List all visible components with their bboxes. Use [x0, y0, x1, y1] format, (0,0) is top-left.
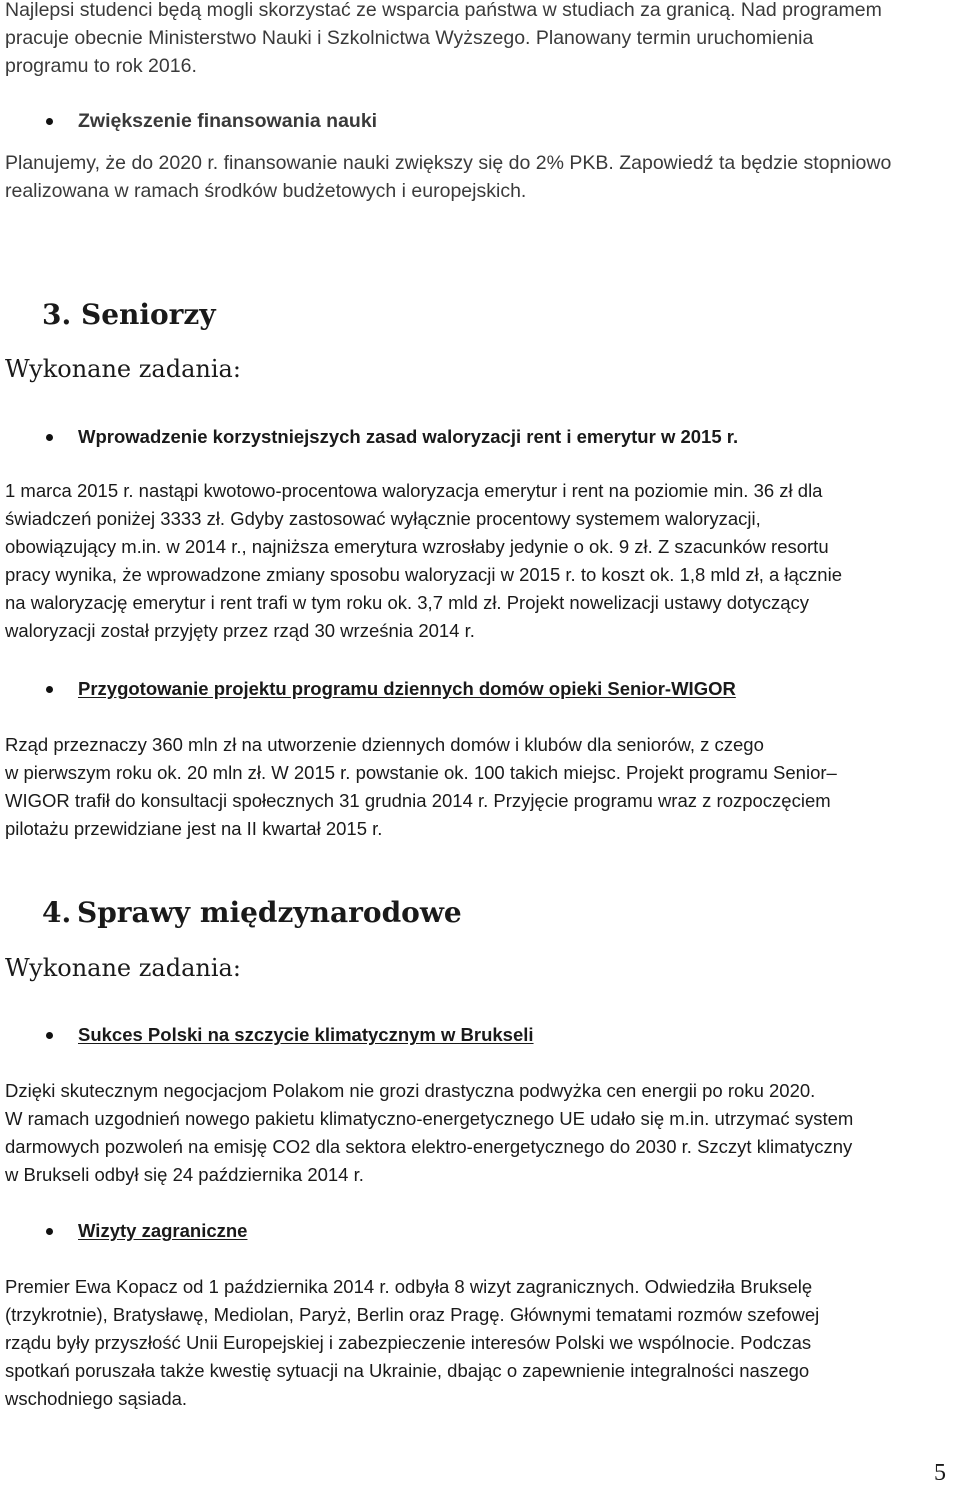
- science-bullet-title: Zwiększenie finansowania nauki: [78, 110, 378, 132]
- section-heading: 3. Seniorzy: [42, 298, 216, 331]
- text-line: pracuje obecnie Ministerstwo Nauki i Szkolnictwa Wyższego. Planowany termin uruchomienia: [5, 27, 814, 49]
- page-number: 5: [934, 1460, 946, 1486]
- text-line: realizowana w ramach środków budżetowych i europejskich.: [5, 180, 527, 202]
- text-line: w pierwszym roku ok. 20 mln zł. W 2015 r. powstanie ok. 100 takich miejsc. Projekt programu Senior–: [5, 762, 837, 783]
- text-line: w Brukseli odbył się 24 października 2014 r.: [5, 1164, 364, 1185]
- item-title: Wizyty zagraniczne: [78, 1220, 248, 1241]
- section-heading: Sprawy międzynarodowe: [77, 896, 462, 929]
- item-title: Wprowadzenie korzystniejszych zasad waloryzacji rent i emerytur w 2015 r.: [78, 426, 739, 447]
- text-line: pracy wynika, że wprowadzone zmiany sposobu waloryzacji w 2015 r. to koszt ok. 1,8 mld zł, a łącznie: [5, 564, 842, 585]
- text-line: rządu były przyszłość Unii Europejskiej i zabezpieczenie interesów Polski we wspólnocie. Podczas: [5, 1332, 812, 1353]
- text-line: 1 marca 2015 r. nastąpi kwotowo-procentowa waloryzacja emerytur i rent na poziomie min. 36 zł dla: [5, 480, 823, 501]
- text-line: WIGOR trafił do konsultacji społecznych 31 grudnia 2014 r. Przyjęcie programu wraz z rozpoczęciem: [5, 790, 831, 811]
- text-line: Planujemy, że do 2020 r. finansowanie nauki zwiększy się do 2% PKB. Zapowiedź ta będzie stopniowo: [5, 152, 892, 174]
- text-line: Najlepsi studenci będą mogli skorzystać ze wsparcia państwa w studiach za granicą. Nad programem: [5, 0, 882, 21]
- item-title: Sukces Polski na szczycie klimatycznym w Brukseli: [78, 1024, 534, 1045]
- text-line: programu to rok 2016.: [5, 55, 197, 77]
- bullet-icon: [46, 118, 53, 125]
- text-line: darmowych pozwoleń na emisję CO2 dla sektora elektro-energetycznego do 2030 r. Szczyt klimatyczny: [5, 1136, 853, 1157]
- text-line: W ramach uzgodnień nowego pakietu klimatyczno-energetycznego UE udało się m.in. utrzymać system: [5, 1108, 854, 1129]
- text-line: obowiązujący m.in. w 2014 r., najniższa emerytura wzrosłaby jedynie o ok. 9 zł. Z szacunków resortu: [5, 536, 829, 557]
- section-number: 4.: [42, 896, 72, 929]
- text-line: spotkań poruszała także kwestię sytuacji na Ukrainie, dbając o zapewnienie integralności naszego: [5, 1360, 810, 1381]
- bullet-icon: [46, 1228, 53, 1235]
- bullet-icon: [46, 1032, 53, 1039]
- text-line: pilotażu przewidziane jest na II kwartał 2015 r.: [5, 818, 383, 839]
- text-line: na waloryzację emerytur i rent trafi w tym roku ok. 3,7 mld zł. Projekt nowelizacji ustawy dotyczący: [5, 592, 810, 613]
- section-subheading: Wykonane zadania:: [5, 954, 241, 982]
- text-line: świadczeń poniżej 3333 zł. Gdyby zastosować wyłącznie procentowy systemem waloryzacji,: [5, 508, 761, 529]
- text-line: Premier Ewa Kopacz od 1 października 2014 r. odbyła 8 wizyt zagranicznych. Odwiedziła Brukselę: [5, 1276, 813, 1297]
- bullet-icon: [46, 686, 53, 693]
- text-line: (trzykrotnie), Bratysławę, Mediolan, Paryż, Berlin oraz Pragę. Głównymi tematami rozmów szefowej: [5, 1304, 820, 1325]
- item-title: Przygotowanie projektu programu dziennych domów opieki Senior-WIGOR: [78, 678, 736, 699]
- text-line: wschodniego sąsiada.: [5, 1388, 188, 1409]
- text-line: Dzięki skutecznym negocjacjom Polakom nie grozi drastyczna podwyżka cen energii po roku 2020.: [5, 1080, 816, 1101]
- text-line: waloryzacji został przyjęty przez rząd 30 września 2014 r.: [5, 620, 475, 641]
- section-subheading: Wykonane zadania:: [5, 355, 241, 383]
- bullet-icon: [46, 434, 53, 441]
- text-line: Rząd przeznaczy 360 mln zł na utworzenie dziennych domów i klubów dla seniorów, z czego: [5, 734, 764, 755]
